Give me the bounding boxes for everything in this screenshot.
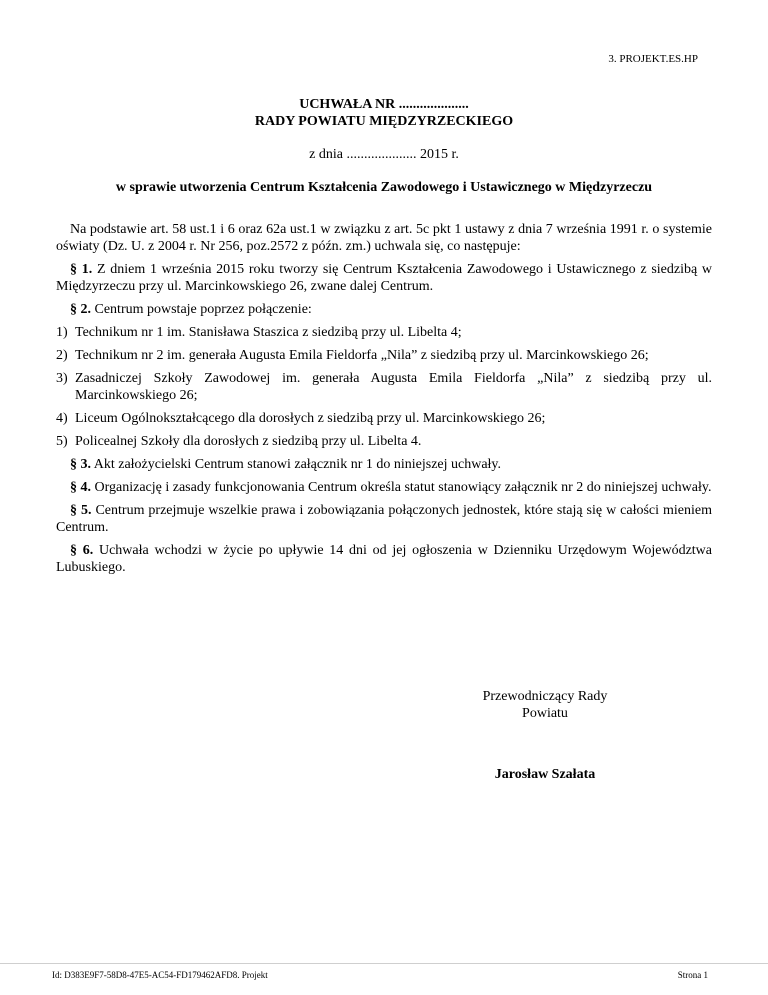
resolution-body <box>56 221 712 582</box>
paragraph-4-text: Organizację i zasady funkcjonowania Centrum określa statut stanowiący załącznik nr 2 do niniejszej uchwały. <box>91 480 712 495</box>
document-reference: 3. PROJEKT.ES.HP <box>608 53 698 65</box>
list-item-text: Zasadniczej Szkoły Zawodowej im. generała Augusta Emila Fieldorfa „Nila” z siedzibą przy ul. Marcinkowskiego 26; <box>75 371 712 403</box>
page-number: Strona 1 <box>677 970 708 980</box>
document-id: Id: D383E9F7-58D8-47E5-AC54-FD179462AFD8. Projekt <box>52 970 268 980</box>
list-item-number: 5) <box>56 434 68 449</box>
paragraph-4-label: § 4. <box>70 480 91 495</box>
list-item-number: 3) <box>56 371 68 386</box>
signatory-role-line2: Powiatu <box>522 706 568 721</box>
merged-schools-list <box>56 324 712 450</box>
paragraph-1-text: Z dniem 1 września 2015 roku tworzy się Centrum Kształcenia Zawodowego i Ustawicznego z siedzibą w Międzyrzeczu przy ul. Marcinkowskiego 26, zwane dalej Centrum. <box>56 262 713 294</box>
resolution-title <box>0 96 768 130</box>
paragraph-6-text: Uchwała wchodzi w życie po upływie 14 dni od jej ogłoszenia w Dzienniku Urzędowym Województwa Lubuskiego. <box>56 543 712 575</box>
paragraph-3 <box>56 456 712 473</box>
page-footer <box>0 963 768 995</box>
paragraph-1 <box>56 261 712 295</box>
paragraph-6-label: § 6. <box>70 543 94 558</box>
paragraph-2 <box>56 301 712 318</box>
signatory-role-line1: Przewodniczący Rady <box>482 689 608 704</box>
paragraph-1-label: § 1. <box>70 262 93 277</box>
list-item <box>56 410 712 427</box>
paragraph-2-label: § 2. <box>70 302 91 317</box>
list-item-text: Liceum Ogólnokształcącego dla dorosłych z siedzibą przy ul. Marcinkowskiego 26; <box>75 411 546 426</box>
paragraph-4 <box>56 479 712 496</box>
paragraph-2-text: Centrum powstaje poprzez połączenie: <box>91 302 312 317</box>
resolution-number: UCHWAŁA NR .................... <box>299 97 469 112</box>
list-item <box>56 347 712 364</box>
list-item-text: Technikum nr 1 im. Stanisława Staszica z siedzibą przy ul. Libelta 4; <box>75 325 462 340</box>
list-item <box>56 433 712 450</box>
paragraph-5-text: Centrum przejmuje wszelkie prawa i zobowiązania połączonych jednostek, które stają się w całości mieniem Centrum. <box>56 503 712 535</box>
paragraph-3-label: § 3. <box>70 457 91 472</box>
council-name: RADY POWIATU MIĘDZYRZECKIEGO <box>254 114 514 129</box>
resolution-date: z dnia .................... 2015 r. <box>309 147 459 162</box>
legal-basis: Na podstawie art. 58 ust.1 i 6 oraz 62a ust.1 w związku z art. 5c pkt 1 ustawy z dnia 7 września 1991 r. o systemie oświaty (Dz. U. z 2004 r. Nr 256, poz.2572 z późn. zm.) uchwala się, co następuje: <box>56 222 712 254</box>
list-item <box>56 370 712 404</box>
paragraph-3-text: Akt założycielski Centrum stanowi załącznik nr 1 do niniejszej uchwały. <box>91 457 502 472</box>
list-item <box>56 324 712 341</box>
list-item-number: 1) <box>56 325 68 340</box>
resolution-subject: w sprawie utworzenia Centrum Kształcenia Zawodowego i Ustawicznego w Międzyrzeczu <box>115 180 653 195</box>
list-item-number: 4) <box>56 411 68 426</box>
list-item-number: 2) <box>56 348 68 363</box>
signatory-name: Jarosław Szałata <box>494 767 596 782</box>
signature-block <box>470 688 620 783</box>
paragraph-6 <box>56 542 712 576</box>
paragraph-5-label: § 5. <box>70 503 92 518</box>
list-item-text: Technikum nr 2 im. generała Augusta Emila Fieldorfa „Nila” z siedzibą przy ul. Marcinkowskiego 26; <box>75 348 649 363</box>
list-item-text: Policealnej Szkoły dla dorosłych z siedzibą przy ul. Libelta 4. <box>75 434 422 449</box>
paragraph-5 <box>56 502 712 536</box>
